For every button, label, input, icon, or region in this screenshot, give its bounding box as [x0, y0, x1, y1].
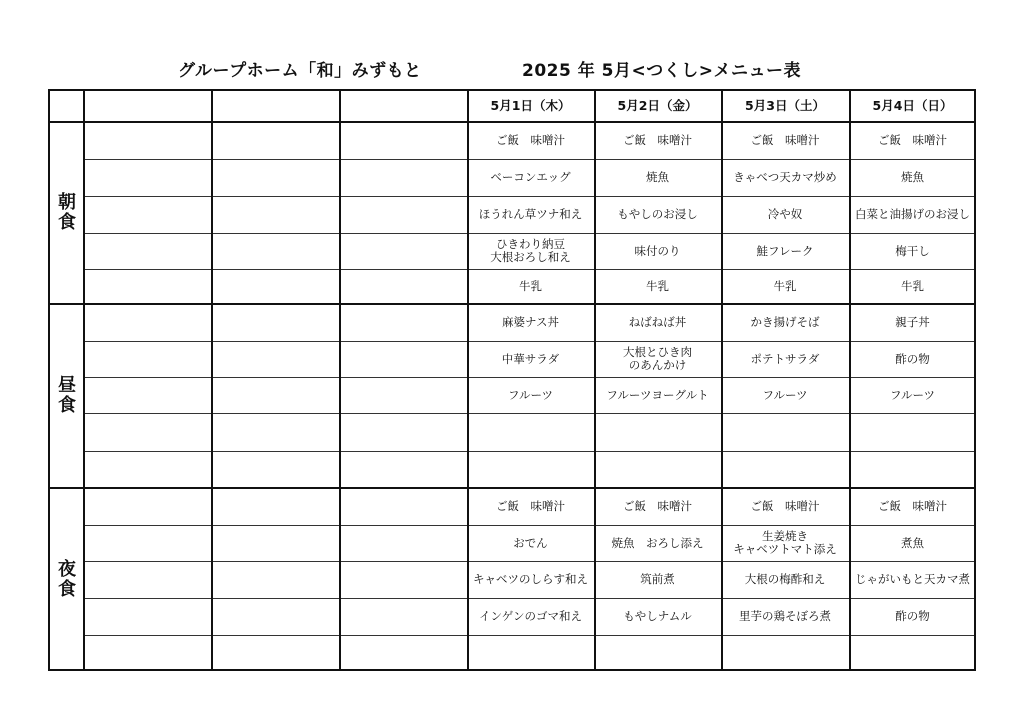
menu-cell: じゃがいもと天カマ煮 [855, 572, 970, 586]
menu-cell: ご飯 味噌汁 [496, 132, 565, 147]
menu-cell: 酢の物 [895, 609, 930, 623]
menu-cell [467, 413, 594, 451]
column-divider [339, 89, 341, 671]
day-header: 5月4日（日） [872, 97, 953, 113]
menu-cell: 牛乳 [901, 278, 924, 293]
menu-cell: 焼魚 [901, 170, 924, 184]
menu-cell: 酢の物 [895, 351, 930, 366]
meal-label-breakfast: 朝食 [55, 192, 76, 232]
column-divider [211, 89, 213, 671]
menu-cell: ひきわり納豆 大根おろし和え [490, 237, 571, 264]
menu-cell [721, 635, 849, 671]
menu-cell [849, 413, 976, 451]
menu-cell: ご飯 味噌汁 [750, 498, 820, 513]
menu-cell: 大根とひき肉 のあんかけ [623, 345, 692, 372]
menu-cell: 筑前煮 [640, 572, 675, 586]
menu-cell [721, 451, 849, 487]
menu-cell [594, 635, 721, 671]
menu-cell: フルーツ [507, 387, 554, 402]
menu-cell: ご飯 味噌汁 [878, 132, 947, 147]
menu-cell: ご飯 味噌汁 [623, 498, 692, 513]
page-title: グループホーム「和」みずもと [178, 61, 422, 81]
menu-cell [594, 413, 721, 451]
menu-cell: ご飯 味噌汁 [496, 498, 565, 513]
menu-cell: フルーツ [889, 387, 936, 402]
day-header: 5月3日（土） [745, 97, 825, 113]
menu-cell: 牛乳 [519, 278, 542, 293]
menu-cell [721, 413, 849, 451]
column-divider [83, 89, 85, 671]
menu-cell: かき揚げそば [750, 314, 820, 329]
menu-cell: 麻婆ナス丼 [501, 314, 560, 329]
day-header: 5月2日（金） [617, 97, 698, 113]
menu-cell: ご飯 味噌汁 [623, 132, 692, 147]
menu-cell: 牛乳 [646, 278, 669, 293]
menu-cell: キャベツのしらす和え [473, 572, 588, 586]
menu-cell: もやしのお浸し [617, 207, 698, 221]
menu-cell: 中華サラダ [501, 351, 560, 366]
meal-label-dinner: 夜食 [55, 559, 76, 599]
menu-cell: 鮭フレーク [756, 243, 814, 258]
menu-cell: ほうれん草ツナ和え [478, 207, 583, 221]
menu-period-title: 2025 年 5月<つくし>メニュー表 [522, 61, 801, 81]
menu-cell: 焼魚 [646, 170, 669, 184]
meal-label-lunch: 昼食 [55, 375, 76, 415]
menu-cell: きゃべつ天カマ炒め [733, 170, 837, 184]
menu-cell: 冷や奴 [767, 207, 803, 221]
menu-cell: インゲンのゴマ和え [478, 609, 583, 623]
menu-cell: 牛乳 [773, 278, 797, 293]
menu-cell: ポテトサラダ [750, 351, 820, 366]
menu-cell: 里芋の鶏そぼろ煮 [739, 609, 831, 623]
menu-cell: ご飯 味噌汁 [750, 132, 820, 147]
menu-cell: もやしナムル [623, 609, 692, 623]
menu-cell: 焼魚 おろし添え [611, 535, 704, 550]
menu-cell: フルーツ [762, 387, 808, 402]
menu-cell: 生姜焼き キャベツトマト添え [733, 529, 837, 556]
menu-cell [849, 635, 976, 671]
menu-table [48, 89, 976, 671]
menu-cell [467, 635, 594, 671]
menu-cell: 味付のり [634, 243, 681, 258]
day-header: 5月1日（木） [490, 97, 571, 113]
menu-cell: ねばねば丼 [628, 314, 687, 329]
menu-cell: ベーコンエッグ [490, 170, 571, 184]
menu-cell [849, 451, 976, 487]
menu-cell [594, 451, 721, 487]
menu-cell: 大根の梅酢和え [744, 572, 826, 586]
menu-cell: 白菜と油揚げのお浸し [855, 207, 970, 221]
menu-cell: おでん [513, 535, 548, 550]
menu-cell: フルーツヨーグルト [606, 387, 709, 402]
menu-cell: 親子丼 [895, 314, 930, 329]
menu-cell [467, 451, 594, 487]
menu-cell: 梅干し [895, 243, 930, 258]
menu-cell: 煮魚 [901, 535, 924, 550]
menu-cell: ご飯 味噌汁 [878, 498, 947, 513]
